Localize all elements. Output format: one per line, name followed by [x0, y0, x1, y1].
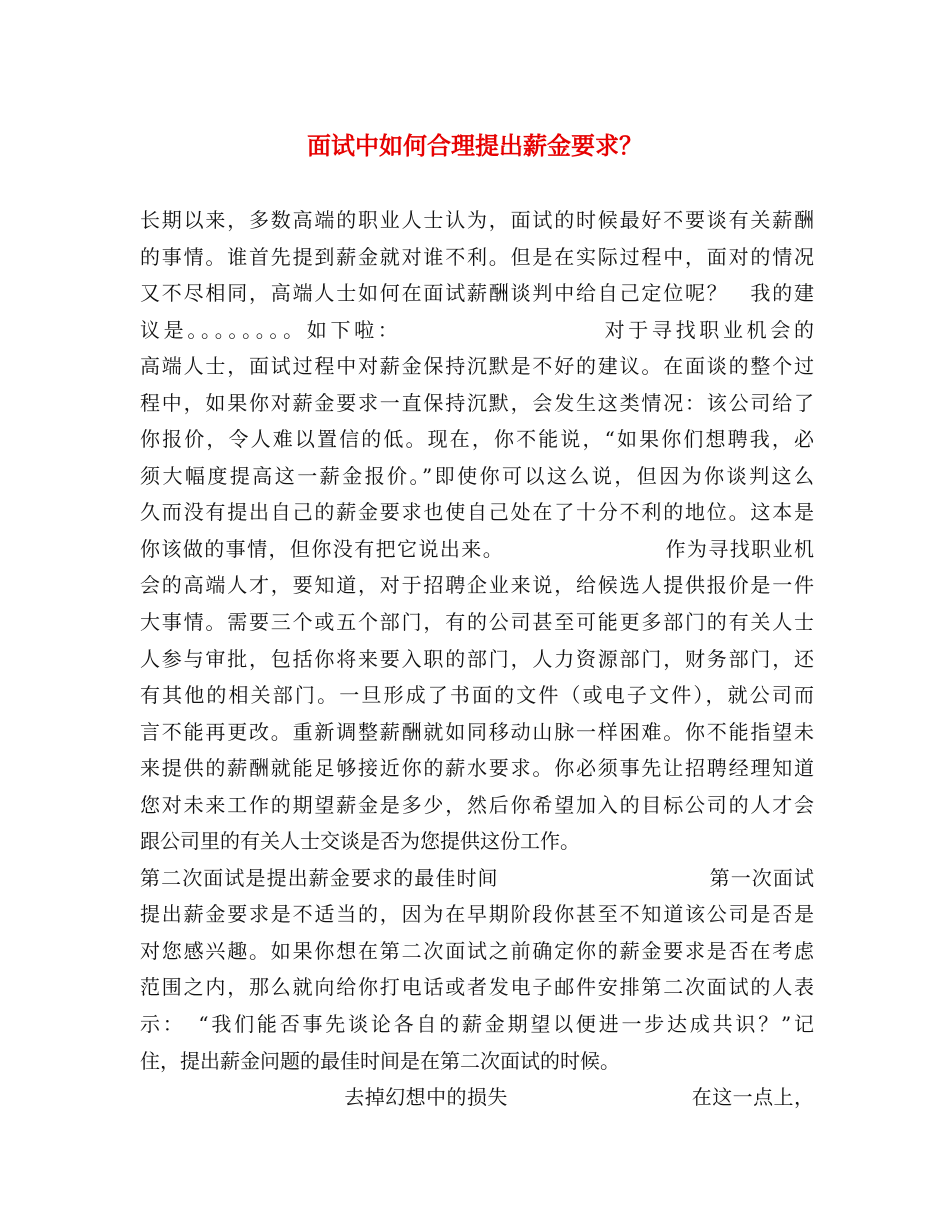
body-line: 长期以来，多数高端的职业人士认为，面试的时候最好不要谈有关薪酬	[140, 208, 814, 232]
body-line: 提出薪金要求是不适当的，因为在早期阶段你甚至不知道该公司是否是	[140, 902, 814, 927]
body-line: 第二次面试是提出薪金要求的最佳时间 第一次面试	[140, 865, 814, 890]
document-body	[140, 202, 814, 1116]
body-line: 程中，如果你对薪金要求一直保持沉默，会发生这类情况：该公司给了	[140, 390, 814, 415]
body-line: 人参与审批，包括你将来要入职的部门，人力资源部门，财务部门，还	[140, 646, 814, 671]
body-line: 的事情。谁首先提到薪金就对谁不利。但是在实际过程中，面对的情况	[140, 244, 814, 269]
body-line: 须大幅度提高这一薪金报价。”即使你可以这么说，但因为你谈判这么	[140, 463, 814, 488]
body-line: 跟公司里的有关人士交谈是否为您提供这份工作。	[140, 829, 580, 854]
body-line: 高端人士，面试过程中对薪金保持沉默是不好的建议。在面谈的整个过	[140, 354, 814, 379]
body-line: 您对未来工作的期望薪金是多少，然后你希望加入的目标公司的人才会	[140, 792, 814, 817]
body-line: 久而没有提出自己的薪金要求也使自己处在了十分不利的地位。这本是	[140, 500, 814, 525]
body-line: 又不尽相同，高端人士如何在面试薪酬谈判中给自己定位呢？ 我的建	[140, 281, 814, 306]
body-line: 有其他的相关部门。一旦形成了书面的文件（或电子文件），就公司而	[140, 683, 814, 708]
body-line: 去掉幻想中的损失 在这一点上，	[140, 1085, 814, 1110]
body-line: 言不能再更改。重新调整薪酬就如同移动山脉一样困难。你不能指望未	[140, 719, 814, 744]
body-line: 范围之内，那么就向给你打电话或者发电子邮件安排第二次面试的人表	[140, 975, 814, 1000]
body-line: 来提供的薪酬就能足够接近你的薪水要求。你必须事先让招聘经理知道	[140, 756, 814, 781]
body-line: 示： “我们能否事先谈论各自的薪金期望以便进一步达成共识？”记	[140, 1012, 814, 1037]
document-title: 面试中如何合理提出薪金要求？	[307, 131, 643, 160]
body-line: 你报价，令人难以置信的低。现在，你不能说，“如果你们想聘我，必	[140, 427, 814, 452]
body-line: 会的高端人才，要知道，对于招聘企业来说，给候选人提供报价是一件	[140, 573, 814, 598]
body-line: 大事情。需要三个或五个部门，有的公司甚至可能更多部门的有关人士	[140, 610, 814, 635]
body-line: 你该做的事情，但你没有把它说出来。 作为寻找职业机	[140, 536, 814, 561]
body-line: 对您感兴趣。如果你想在第二次面试之前确定你的薪金要求是否在考虑	[140, 938, 814, 963]
body-line: 议是。。。。。。。。如下啦： 对于寻找职业机会的	[140, 317, 814, 342]
body-line: 住，提出薪金问题的最佳时间是在第二次面试的时候。	[140, 1048, 620, 1073]
